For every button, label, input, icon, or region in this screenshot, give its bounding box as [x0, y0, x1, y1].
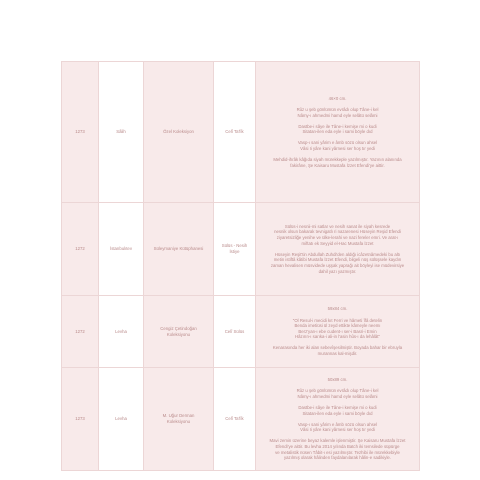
description-paragraph: Kenarasında her iki alan sebevîşesilmiştir. Boyada bahar bir ebruyla murannas kal-mişdir. — [272, 345, 403, 356]
description-cell — [256, 368, 420, 471]
description-paragraph: 46×0 cm. — [328, 95, 347, 101]
script-form-cell: Celî Ta'lîk — [214, 62, 256, 203]
description-paragraph: Rûz u şeb gönlümün evrâdı olup Tâne-i kel Nâmy-ı ahmedmi hamd eyle selâtü selâmi — [296, 388, 379, 399]
collection-cell: Süleymaniye Kütüphanesi — [144, 203, 214, 296]
description-paragraph: Rûz u şeb gönlümün evrâdı olup Tâne-i kel Nâmy-ı ahmedmi hamd eyle selâtü selâmi — [296, 106, 379, 118]
description-cell — [256, 62, 420, 203]
description-paragraph: Vasp-ı sani yârim e âmb sözü olsun ahsel Vâsi Ii yâre kani yârnesi ser hoş tır yedi — [297, 421, 378, 433]
table-row — [62, 62, 420, 203]
description-paragraph: Hüseyin Reşit'tin Abdullah Zuhdi'den aldığı icâzetnâmedeki bu altı metin istiftâ kâtibi Mustafa İzzet Efendi, bilgeli nüş sülüşsele kaydın zaman hevalisen müsvidede uşşak yaprağı ait böyleyi ise müdevirsiye dahil yazı yazmıştır. — [270, 251, 405, 274]
description-paragraph: 59x84 cm. — [327, 306, 348, 312]
table-row — [62, 203, 420, 296]
place-cell: İstanbulıtev — [99, 203, 144, 296]
table-row — [62, 296, 420, 368]
description-paragraph: Dastbe-i sâye ile Tâne-i kemişe mi o kudi Sitatan-ilen eda eyle i sami böyle dıd — [298, 123, 377, 135]
place-cell: Levha — [99, 296, 144, 368]
description-paragraph: Vasp-ı sani yârim e âmb sözü olsun ahsel Vâsi Ii yâre kani yârnesi ser hoş tır yedi — [297, 140, 378, 151]
description-cell — [256, 296, 420, 368]
year-cell: 1272 — [62, 296, 99, 368]
description-paragraph: Dastbe-i sâye ile Tâne-i kemişe mi o kudi Sitatan-ilen eda eyle i sami böyle dıd — [298, 405, 377, 416]
place-cell: Sâlih — [99, 62, 144, 203]
description-cell — [256, 203, 420, 296]
description-paragraph: Mavi zemin üzerine beyaz kalemle işlenmiştir. Şe Kaisaru Mustafa İzzet Efendi'ye aittir. Bu levha 2014 yılında Batch iki temsilede süpürge ve metalistik nüsen Tâbit-ı esi yazılmıştır. Tezhibi ile mürekkebiyle yazılmış olarak hâlinden faydalanılarak hâlin-e sadikiyle. — [269, 438, 406, 461]
collection-cell: Özel Koleksiyon — [144, 62, 214, 203]
table-row — [62, 368, 420, 471]
description-paragraph: "Ol Resul-i mecidi kıt Ferri ve hâmeti îfâ detelin Benda imetiüsi ül zeyd ettikte kâmeyle neemı Berz'yan-ı ebe cudent-ı ser-i Basri-i Emin Hâzırın-ı sarıka-i ali-in l'asin hûs-ı da lehâlât" — [292, 317, 383, 340]
collection-cell: M. Uğur Derman Koleksiyonu — [144, 368, 214, 471]
collection-cell: Cengiz Çetindoğan Koleksiyonu — [144, 296, 214, 368]
year-cell: 1272 — [62, 203, 99, 296]
year-cell: 1273 — [62, 62, 99, 203]
description-paragraph: 50x89 cm. — [327, 377, 348, 383]
artwork-table — [61, 61, 420, 471]
script-form-cell: Celî Ta'lîk — [214, 368, 256, 471]
description-paragraph: Mehdid-ihrâk kâğıda siyah mürekkeple yazılmıştır. Yazının alanında fakirâne, Şe Kaisaru Mustafa İzzet Efendi'ye aittir. — [273, 156, 402, 168]
place-cell: Levha — [99, 368, 144, 471]
description-paragraph: Sülüs-i nesnii-mi satlar ve nesih sanat ile siyah kesrede nesnik olsun bakarak tevnigatlı ri nazarenesi Hüseyin Reşid Efendi ziyaretsizliğe yenihe ve ülke-lerahi ve nazi fereler emri. Ve arat-ı miftatı ek Seyyid el-Hac Mustafa İzzet — [274, 223, 401, 246]
script-form-cell: Celî Sülüs — [214, 296, 256, 368]
script-form-cell: Sülüs - Nesih İstiye — [214, 203, 256, 296]
year-cell: 1273 — [62, 368, 99, 471]
